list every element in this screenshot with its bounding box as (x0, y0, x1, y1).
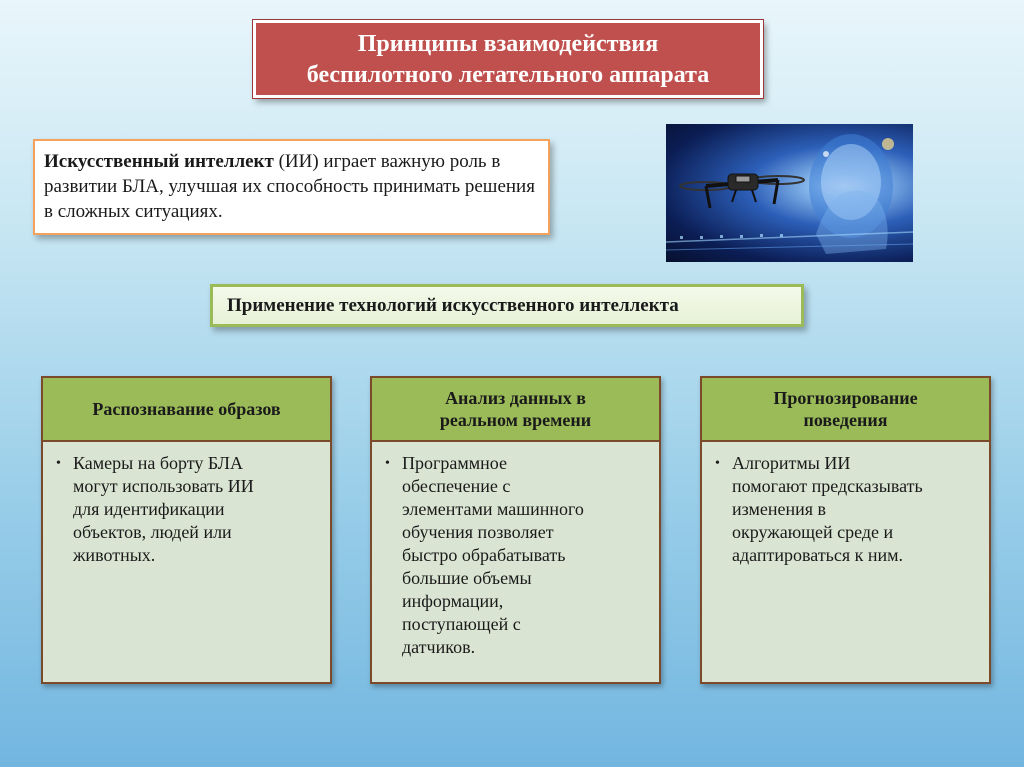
column-body-line: животных. (73, 545, 156, 565)
column-body-line: информации, (402, 591, 504, 611)
column-heading-line: Прогнозирование (773, 388, 918, 408)
column-body-line: поступающей с (402, 614, 521, 634)
column-body (43, 442, 330, 567)
column-body-line: обеспечение с (402, 476, 511, 496)
column-body-line: Программное (402, 453, 507, 473)
application-heading: Применение технологий искусственного интеллекта (210, 284, 804, 327)
column-realtime-analysis (370, 376, 661, 684)
column-body-line: объектов, людей или (73, 522, 232, 542)
column-behavior-prediction (700, 376, 991, 684)
slide-title (253, 20, 763, 98)
column-heading (43, 378, 330, 442)
bullet-icon: • (715, 456, 720, 471)
bullet-icon: • (385, 456, 390, 471)
column-heading-line: реальном времени (439, 410, 592, 430)
column-body-line: могут использовать ИИ (73, 476, 254, 496)
column-body-line: адаптироваться к ним. (732, 545, 904, 565)
column-body-line: элементами машинного (402, 499, 584, 519)
column-body-line: окружающей среде и (732, 522, 894, 542)
column-body-line: большие объемы (402, 568, 532, 588)
column-body-line: для идентификации (73, 499, 225, 519)
column-body-line: быстро обрабатывать (402, 545, 566, 565)
column-body-line: помогают предсказывать (732, 476, 923, 496)
column-body-line: датчиков. (402, 637, 476, 657)
column-heading (372, 378, 659, 442)
column-heading (702, 378, 989, 442)
drone-ai-brain-image (666, 124, 913, 262)
slide-title-line-2: беспилотного летательного аппарата (306, 62, 710, 88)
column-body-line: Камеры на борту БЛА (73, 453, 243, 473)
column-body (702, 442, 989, 567)
column-heading-line: поведения (803, 410, 888, 430)
column-heading-line: Анализ данных в (445, 388, 586, 408)
column-body-line: обучения позволяет (402, 522, 554, 542)
slide-title-line-1: Принципы взаимодействия (357, 31, 659, 57)
column-pattern-recognition (41, 376, 332, 684)
bullet-icon: • (56, 456, 61, 471)
column-body (372, 442, 659, 659)
intro-text-box (33, 139, 550, 235)
column-body-line: изменения в (732, 499, 827, 519)
intro-text: (ИИ) играет важную роль в развитии БЛА, улучшая их способность принимать решения в сложных ситуациях. (44, 151, 535, 222)
intro-bold-term: Искусственный интеллект (44, 151, 274, 172)
column-body-line: Алгоритмы ИИ (732, 453, 851, 473)
column-heading-line: Распознавание образов (92, 399, 281, 419)
